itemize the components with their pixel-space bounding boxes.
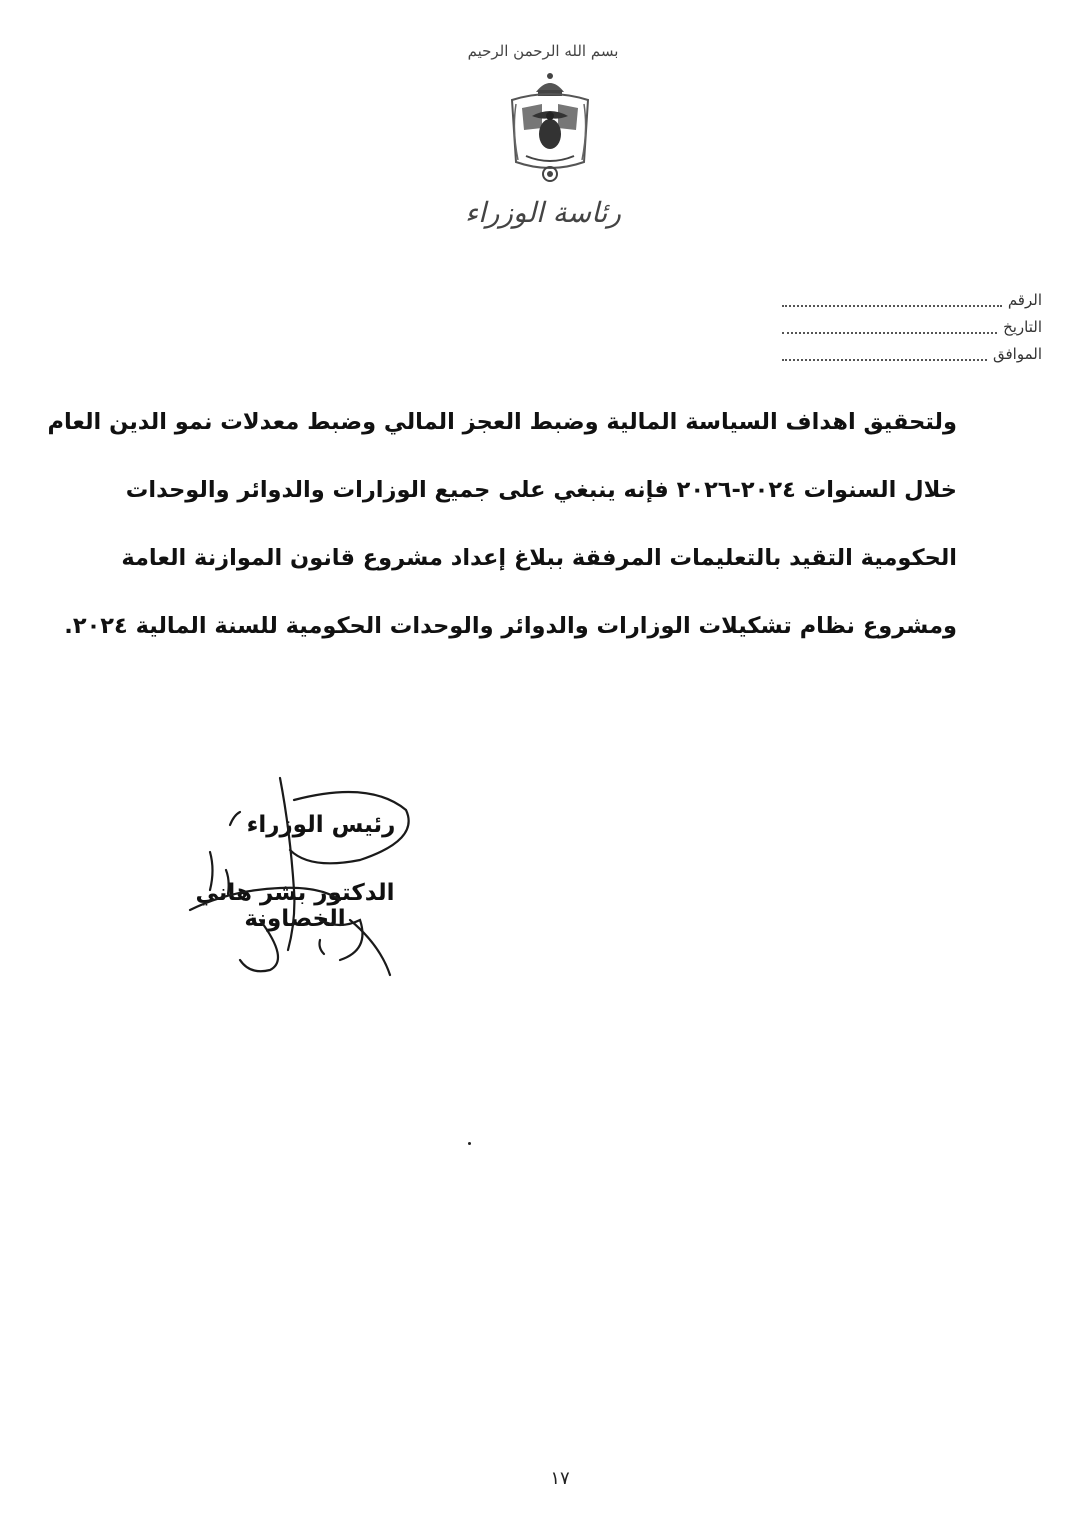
letterhead bbox=[0, 0, 1087, 260]
number-field bbox=[782, 286, 1042, 313]
corresponding-dotted-line bbox=[782, 347, 987, 361]
scan-speck bbox=[468, 1142, 471, 1145]
date-field bbox=[782, 313, 1042, 340]
date-dotted-line bbox=[782, 320, 997, 334]
coat-of-arms-emblem bbox=[502, 70, 598, 190]
letter-body bbox=[47, 388, 957, 660]
office-name-calligraphy: رئاسة الوزراء bbox=[465, 196, 621, 229]
signatory-title: رئيس الوزراء bbox=[246, 812, 396, 838]
body-line: ولتحقيق اهداف السياسة المالية وضبط العجز المالي وضبط معدلات نمو الدين العام bbox=[47, 409, 957, 435]
number-dotted-line bbox=[782, 293, 1002, 307]
corresponding-label: الموافق bbox=[992, 344, 1042, 363]
number-label: الرقم bbox=[1007, 290, 1042, 309]
body-line: خلال السنوات ٢٠٢٤-٢٠٢٦ فإنه ينبغي على جميع الوزارات والدوائر والوحدات bbox=[125, 477, 957, 503]
reference-fields bbox=[782, 286, 1042, 367]
corresponding-field bbox=[782, 340, 1042, 367]
page-number: ١٧ bbox=[550, 1468, 570, 1489]
body-line: الحكومية التقيد بالتعليمات المرفقة ببلاغ إعداد مشروع قانون الموازنة العامة bbox=[121, 545, 957, 571]
date-label: التاريخ bbox=[1003, 317, 1042, 336]
handwritten-signature bbox=[170, 770, 450, 980]
body-line: ومشروع نظام تشكيلات الوزارات والدوائر والوحدات الحكومية للسنة المالية ٢٠٢٤. bbox=[64, 613, 957, 639]
signatory-name: الدكتور بشر هاني الخصاونة bbox=[195, 880, 395, 932]
basmala: بسم الله الرحمن الرحيم bbox=[467, 42, 619, 60]
